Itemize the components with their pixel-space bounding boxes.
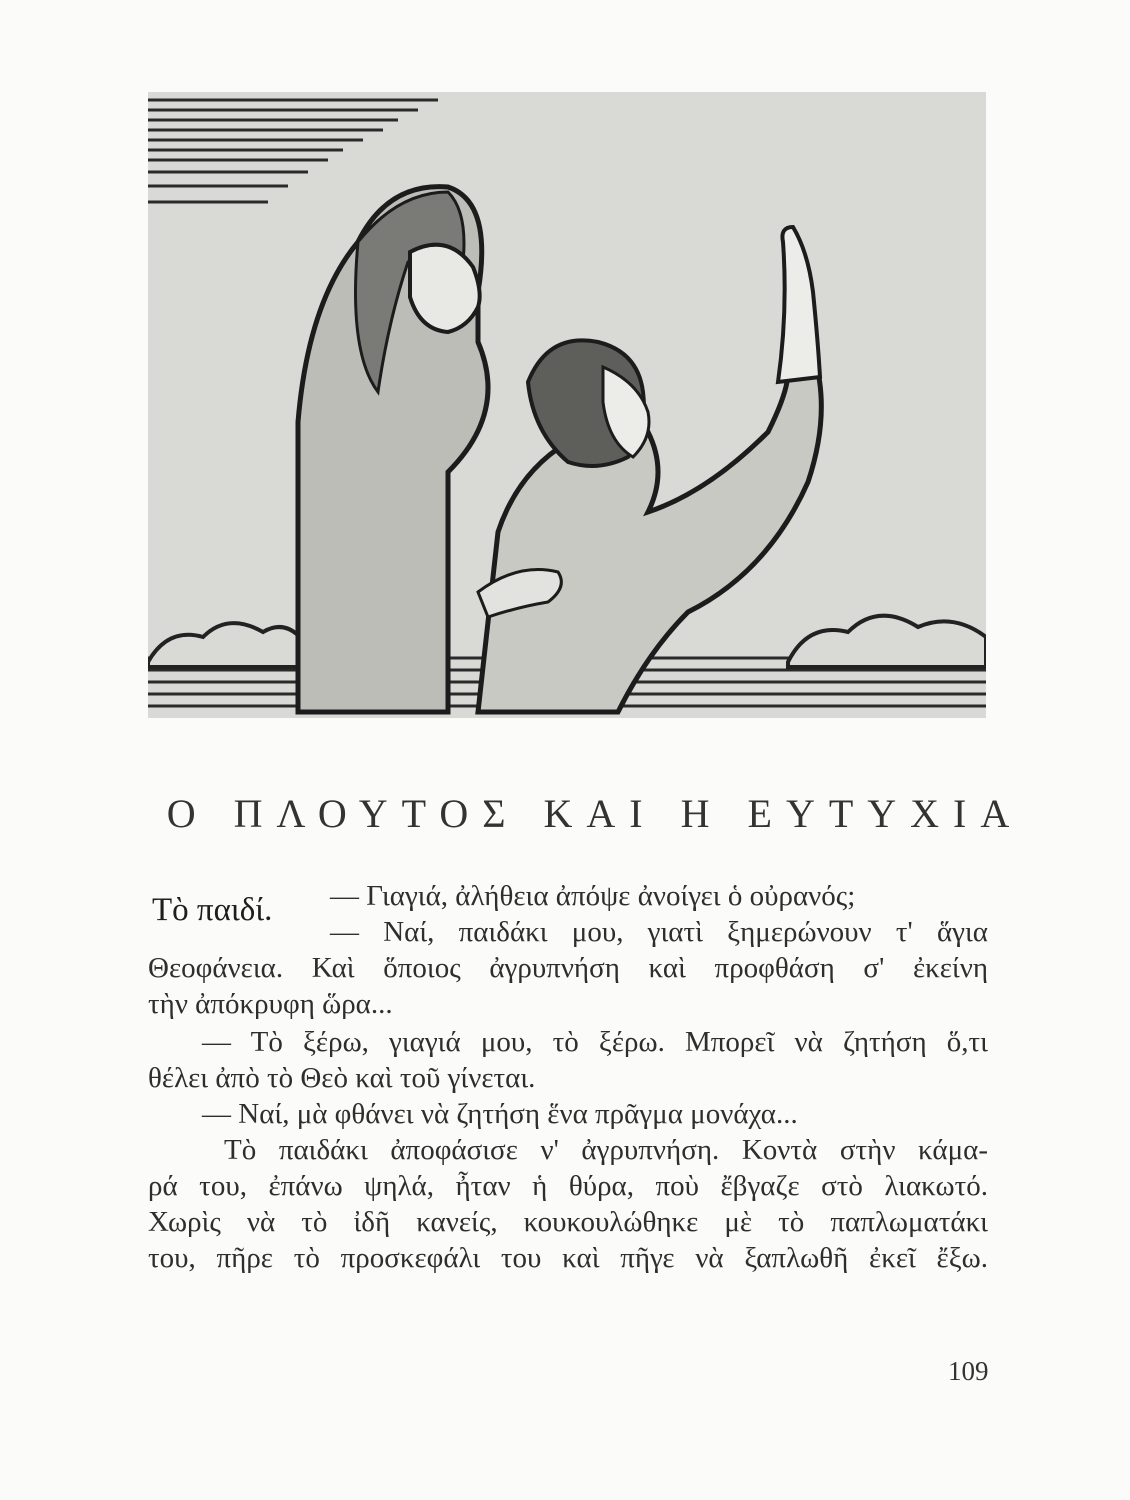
page-number: 109 — [948, 1356, 989, 1386]
woodcut-illustration — [148, 92, 986, 718]
text-line: — Ναί, μὰ φθάνει νὰ ζητήση ἕνα πρᾶγμα μονάχα... — [202, 1098, 798, 1130]
text-line: θέλει ἀπὸ τὸ Θεὸ καὶ τοῦ γίνεται. — [148, 1062, 536, 1094]
text-line: — Γιαγιά, ἀλήθεια ἀπόψε ἀνοίγει ὁ οὐρανός; — [330, 880, 856, 912]
paragraph-2 — [148, 914, 988, 1022]
paragraph-5 — [148, 1132, 988, 1276]
paragraph-3 — [148, 1024, 988, 1096]
chapter-title: Ο ΠΛΟΥΤΟΣ ΚΑΙ Η ΕΥΤΥΧΙΑ — [166, 791, 1024, 836]
text-line: Χωρὶς νὰ τὸ ἰδῆ κανείς, κουκουλώθηκε μὲ τὸ παπλωματάκι — [148, 1206, 988, 1238]
text-line: ρά του, ἐπάνω ψηλά, ἦταν ἡ θύρα, ποὺ ἔβγαζε στὸ λιακωτό. — [148, 1170, 988, 1202]
text-line: — Ναί, παιδάκι μου, γιατὶ ξημερώνουν τ' ἅγια — [330, 916, 988, 948]
speaker-label: Τὸ παιδί. — [152, 892, 273, 928]
text-line: τὴν ἀπόκρυφη ὥρα... — [148, 988, 393, 1020]
text-line: — Τὸ ξέρω, γιαγιά μου, τὸ ξέρω. Μπορεῖ νὰ ζητήση ὅ,τι — [202, 1026, 988, 1058]
illustration-icon — [148, 92, 986, 718]
text-line: του, πῆρε τὸ προσκεφάλι του καὶ πῆγε νὰ ξαπλωθῆ ἐκεῖ ἔξω. — [148, 1242, 988, 1274]
text-line: Τὸ παιδάκι ἀποφάσισε ν' ἀγρυπνήση. Κοντὰ στὴν κάμα- — [224, 1134, 988, 1166]
paragraph-4 — [148, 1096, 988, 1132]
paragraph-1 — [330, 878, 988, 914]
text-line: Θεοφάνεια. Καὶ ὅποιος ἀγρυπνήση καὶ προφθάση σ' ἐκείνη — [148, 952, 988, 984]
